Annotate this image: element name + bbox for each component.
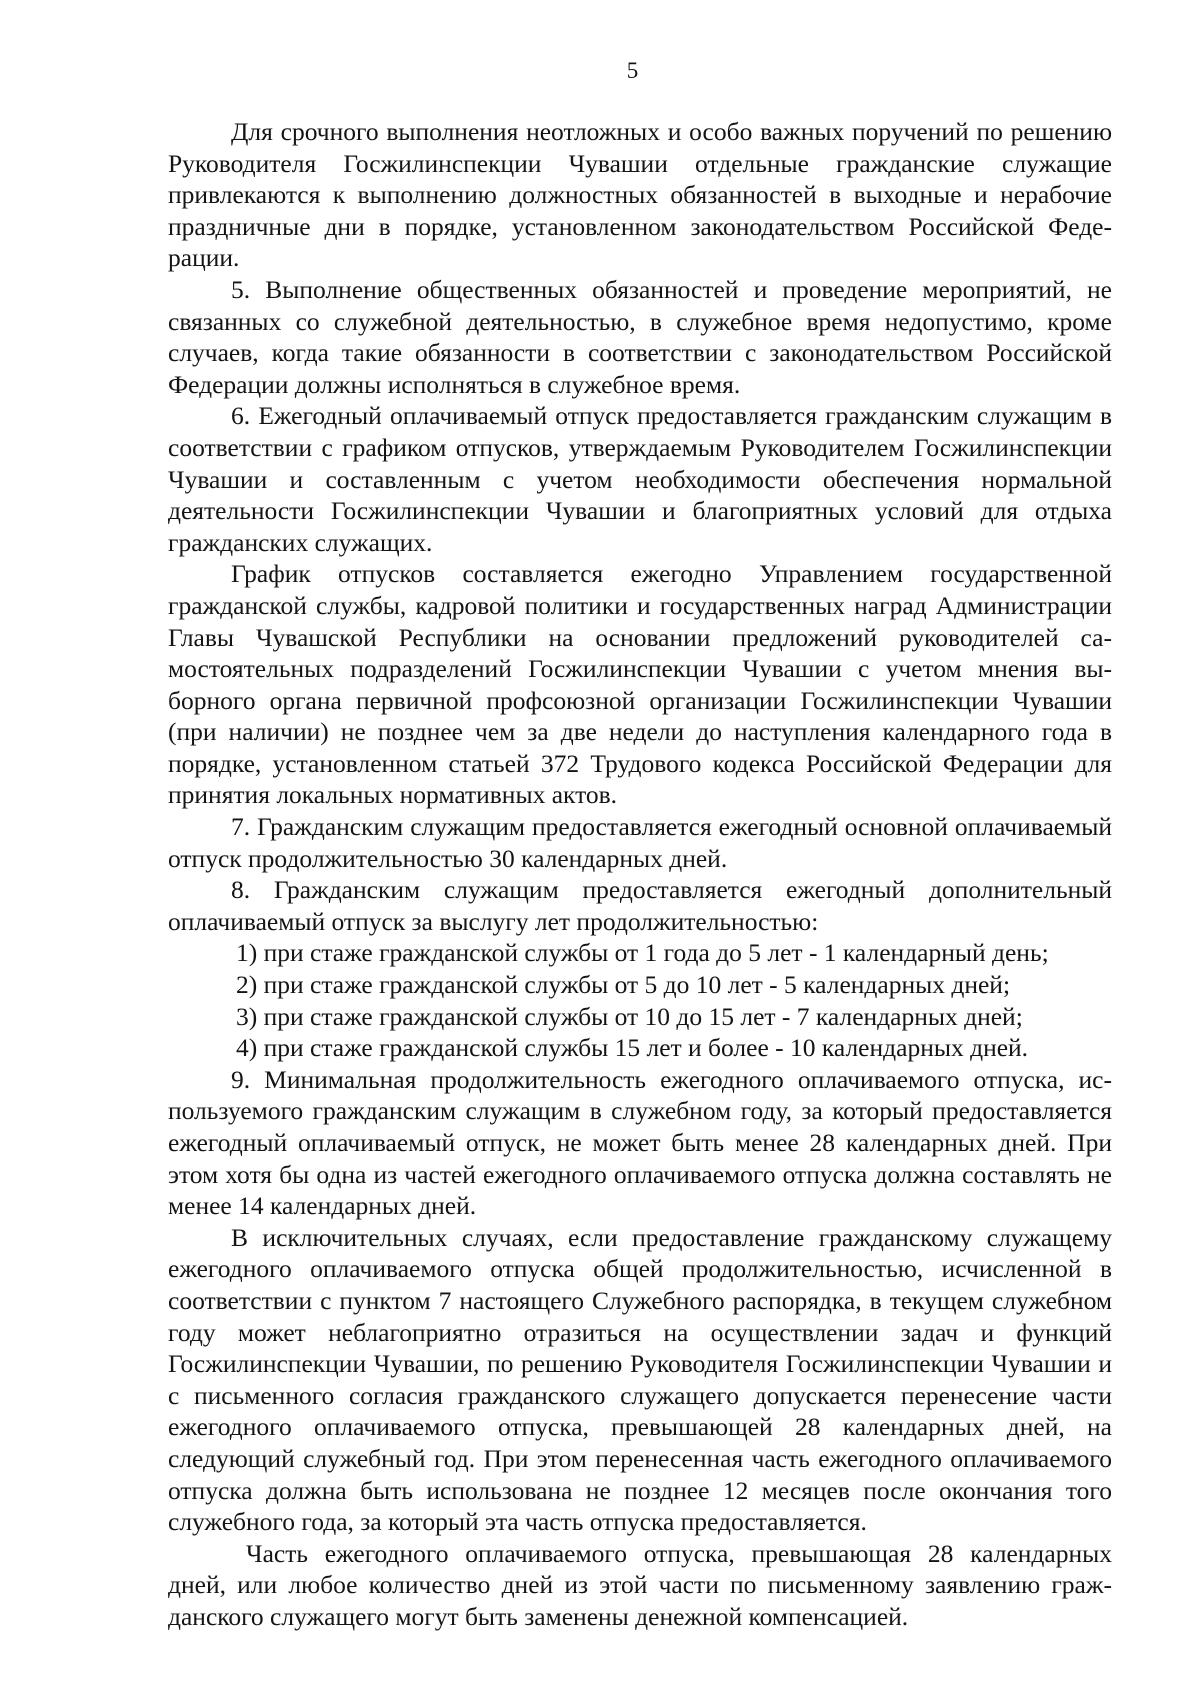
paragraph-5-public-duties: 5. Выполнение общественных обязанностей и проведение мероприятий, не связанных со служебной деятельностью, в служебное время недопустимо, кроме случаев, когда такие обязанности в соответствии с законодательством Российской Федерации должны исполняться в служебное время. [168,274,1112,399]
list-item: 1) при стаже гражданской службы от 1 года до 5 лет - 1 календарный день; [236,938,1049,968]
list-item: 4) при стаже гражданской службы 15 лет и более - 10 календарных дней. [236,1033,1029,1063]
list-item: 3) при стаже гражданской службы от 10 до 15 лет - 7 календарных дней; [236,1001,1023,1031]
paragraph-urgent-assignments: Для срочного выполнения неотложных и особо важных поручений по решению Руководителя Госжилинспекции Чувашии отдельные гражданские служащие привлекаются к выполнению должностных обязанностей в выходные и нерабочие праздничные дни в порядке, установленном законодательством Российской Федерации. [168,117,1112,273]
page-number: 5 [626,58,639,83]
paragraph-monetary-compensation: Часть ежегодного оплачиваемого отпуска, превышающая 28 календарных дней, или любое количество дней из этой части по письменному заявлению гражданского служащего могут быть заменены денежной компенсацией. [168,1538,1112,1631]
paragraph-6-annual-leave: 6. Ежегодный оплачиваемый отпуск предоставляется гражданским служащим в соответствии с графиком отпусков, утверждаемым Руководителем Госжилинспекции Чувашии и составленным с учетом необходимости обеспечения нормальной деятельности Госжилинспекции Чувашии и благоприятных условий для отдыха гражданских служащих. [168,401,1112,557]
paragraph-7-basic-leave: 7. Гражданским служащим предоставляется ежегодный основной оплачиваемый отпуск продолжительностью 30 календарных дней. [168,812,1112,873]
list-item: 2) при стаже гражданской службы от 5 до 10 лет - 5 календарных дней; [236,970,1011,1000]
paragraph-8-additional-leave: 8. Гражданским служащим предоставляется ежегодный дополнительный оплачиваемый отпуск за выслугу лет продолжительностью: [168,875,1112,936]
paragraph-leave-schedule: График отпусков составляется ежегодно Управлением государственной гражданской службы, кадровой политики и государственных наград Администрации Главы Чувашской Республики на основании предложений руководителей самостоятельных подразделений Госжилинспекции Чувашии с учетом мнения выборного органа первичной профсоюзной организации Госжилинспекции Чувашии (при наличии) не позднее чем за две недели до наступления календарного года в порядке, установленном статьей 372 Трудового кодекса Российской Федерации для принятия локальных нормативных актов. [168,559,1112,810]
paragraph-9-minimum-leave: 9. Минимальная продолжительность ежегодного оплачиваемого отпуска, используемого гражданским служащим в служебном году, за который предоставляется ежегодный оплачиваемый отпуск, не может быть менее 28 календарных дней. При этом хотя бы одна из частей ежегодного оплачиваемого отпуска должна составлять не менее 14 календарных дней. [168,1064,1112,1221]
paragraph-exceptional-cases: В исключительных случаях, если предоставление гражданскому служащему ежегодного оплачиваемого отпуска общей продолжительностью, исчисленной в соответствии с пунктом 7 настоящего Служебного распорядка, в текущем служебном году может неблагоприятно отразиться на осуществлении задач и функций Госжилинспекции Чувашии, по решению Руководителя Госжилинспекции Чувашии и с письменного согласия гражданского служащего допускается перенесение части ежегодного оплачиваемого отпуска, превышающей 28 календарных дней, на следующий служебный год. При этом перенесенная часть ежегодного оплачиваемого отпуска должна быть использована не позднее 12 месяцев после окончания того служебного года, за который эта часть отпуска предоставляется. [168,1222,1112,1537]
document-body [168,116,1112,1633]
